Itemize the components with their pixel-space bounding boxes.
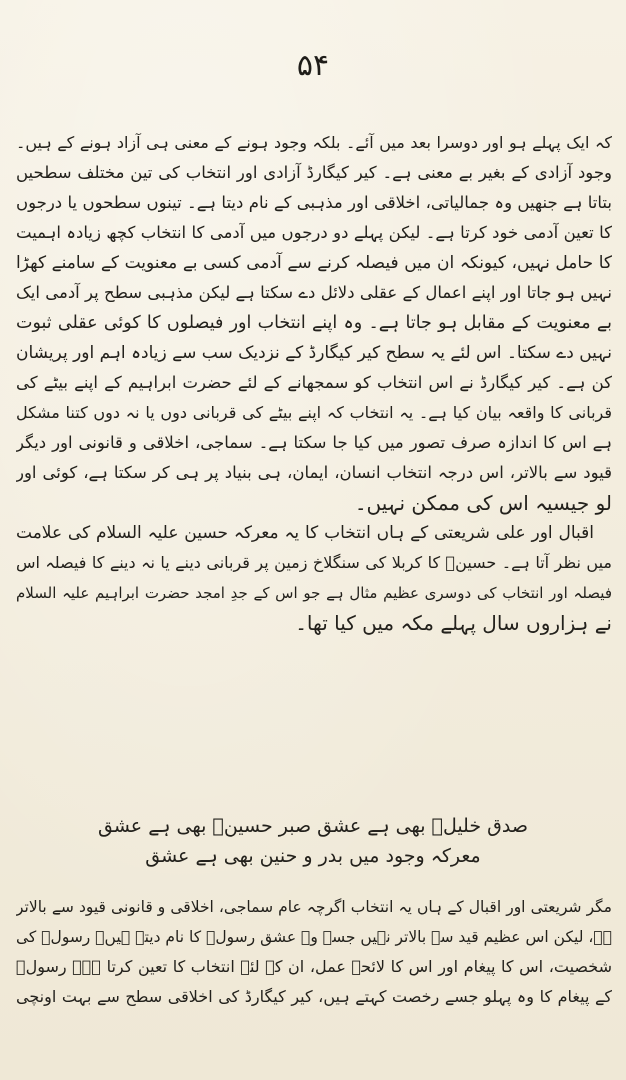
- text-line: میں نظر آتا ہے۔ حسینؑ کا کربلا کی سنگلاخ زمین پر قربانی دینے یا نہ دینے کا فیصلہ اس: [16, 553, 612, 572]
- text-line: کن ہے۔ کیر کیگارڈ نے اس انتخاب کو سمجھانے کے لئے حضرت ابراہیم کے اپنے بیٹے کی: [16, 373, 612, 392]
- text-line: ہے، لیکن اس عظیم قید سے بالاتر نہیں جسے وہ عشق رسولؐ کا نام دیتے ہیں۔ رسولؐ کی: [16, 928, 612, 946]
- text-line: نہیں دے سکتا۔ اس لئے یہ سطح کیر کیگارڈ کے نزدیک سب سے زیادہ اہم اور پریشان: [16, 343, 612, 363]
- text-line: قیود سے بالاتر، اس درجہ انتخاب انسان، ایمان، ہی بنیاد پر ہی کر سکتا ہے، کوئی اور: [16, 463, 612, 482]
- text-line: لو جیسیہ اس کی ممکن نہیں۔: [354, 491, 612, 515]
- text-line: نے ہزاروں سال پہلے مکہ میں کیا تھا۔: [295, 611, 612, 635]
- body-text: [16, 128, 612, 638]
- text-line: کے پیغام کا وہ پہلو جسے رخصت کہتے ہیں، کیر کیگارڈ کی اخلاقی سطح سے بہت اونچی: [16, 987, 612, 1006]
- text-line: کا حامل نہیں، کیونکہ ان میں فیصلہ کرنے سے آدمی کسی بے معنویت کے سامنے کھڑا: [16, 253, 612, 273]
- text-line: کا تعین آدمی خود کرتا ہے۔ لیکن پہلے دو درجوں میں آدمی کا انتخاب کچھ زیادہ اہمیت: [16, 223, 612, 242]
- text-line: مگر شریعتی اور اقبال کے ہاں یہ انتخاب اگرچہ عام سماجی، اخلاقی و قانونی قیود سے بالاتر: [16, 898, 612, 916]
- text-line: بے معنویت کے مقابل ہو جاتا ہے۔ وہ اپنے انتخاب اور فیصلوں کا کوئی عقلی ثبوت: [16, 313, 612, 333]
- text-line: ہے اس کا اندازہ صرف تصور میں کیا جا سکتا ہے۔ سماجی، اخلاقی و قانونی اور دیگر: [16, 433, 612, 452]
- text-line: کہ ایک پہلے ہو اور دوسرا بعد میں آئے۔ بلکہ وجود ہونے کے معنی ہی آزاد ہونے کے ہیں۔: [16, 133, 612, 152]
- body-text-continued: [16, 892, 612, 1012]
- text-line: قربانی کا واقعہ بیان کیا ہے۔ یہ انتخاب کہ اپنے بیٹے کی قربانی دوں یا نہ دوں کتنا مشکل: [16, 403, 612, 422]
- text-line: فیصلہ اور انتخاب کی دوسری عظیم مثال ہے جو اس کے جدِ امجد حضرت ابراہیم علیہ السلام: [16, 584, 612, 602]
- page-number: ۵۴: [296, 48, 330, 83]
- verse-line: صدق خلیلؑ بھی ہے عشق صبر حسینؑ بھی ہے عشق: [98, 815, 528, 837]
- text-line: اقبال اور علی شریعتی کے ہاں انتخاب کا یہ معرکہ حسین علیہ السلام کی علامت: [16, 523, 594, 543]
- text-line: بتاتا ہے جنھیں وہ جمالیاتی، اخلاقی اور مذہبی کے نام دیتا ہے۔ تینوں سطحوں یا درجوں: [16, 193, 612, 212]
- text-line: شخصیت، اس کا پیغام اور اس کا لائحہ عمل، ان کے لئے انتخاب کا تعین کرتا ہے۔ رسولؐ: [16, 957, 612, 976]
- verse-line: معرکہ وجود میں بدر و حنین بھی ہے عشق: [145, 845, 481, 867]
- text-line: نہیں ہو جاتا اور اپنے اعمال کے عقلی دلائل دے سکتا ہے لیکن مذہبی سطح پر آدمی ایک: [16, 283, 612, 302]
- text-line: وجود آزادی کے بغیر بے معنی ہے۔ کیر کیگارڈ آزادی اور انتخاب کی تین مختلف سطحیں: [16, 163, 612, 182]
